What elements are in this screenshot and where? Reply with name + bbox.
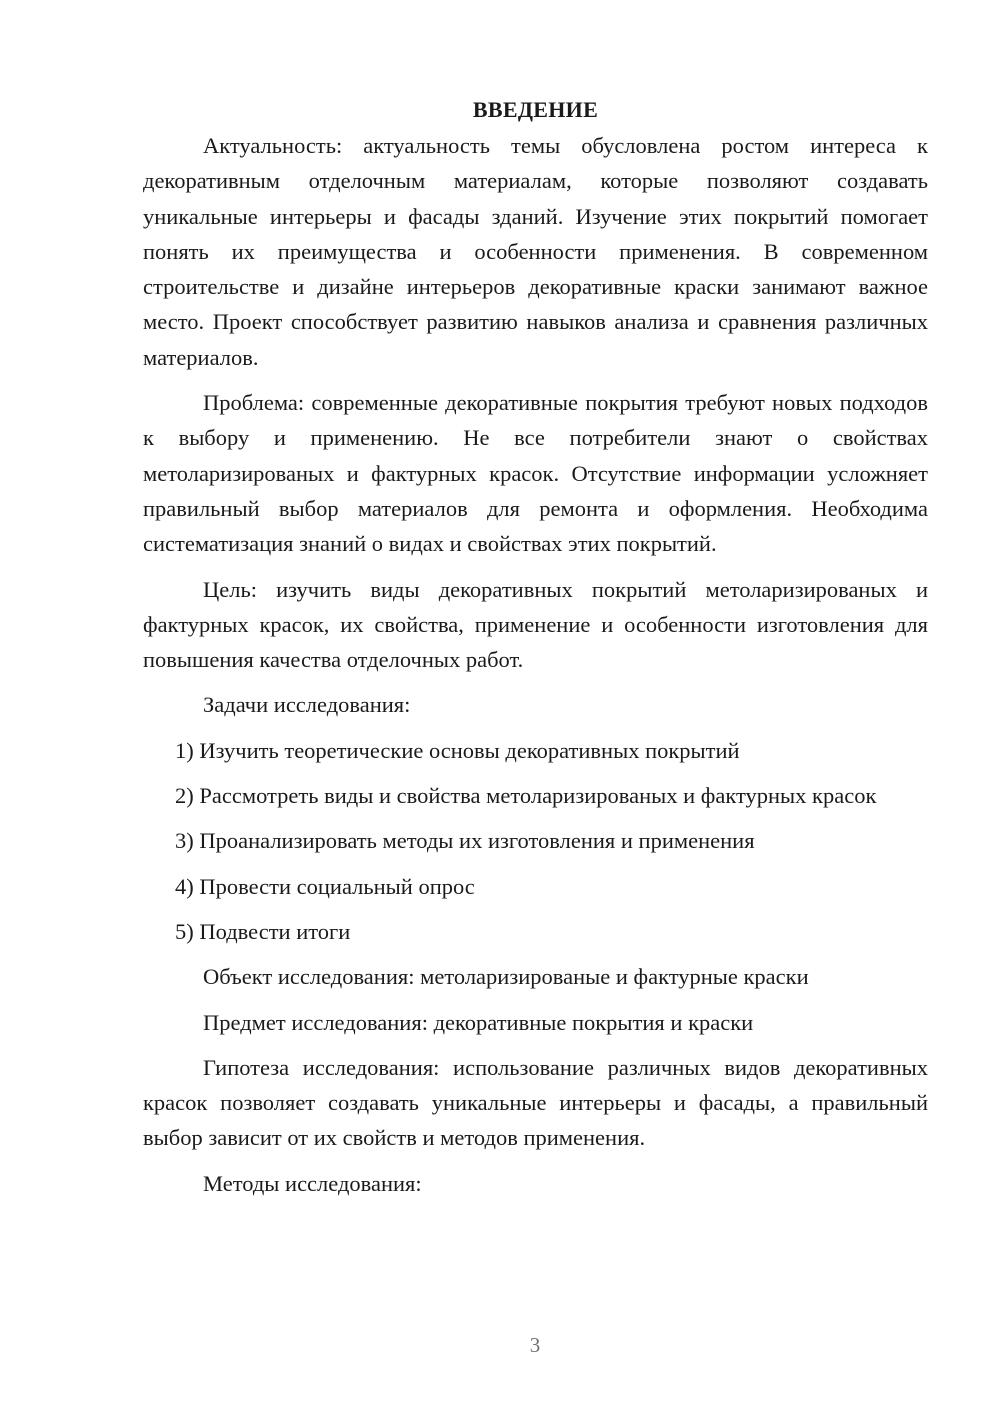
tasks-heading: Задачи исследования: <box>203 692 411 718</box>
goal-paragraph: Цель: изучить виды декоративных покрытий метоларизированых и фактурных красок, их свойства, применение и особенности изготовления для повышения качества отделочных работ. <box>143 576 928 673</box>
research-object: Объект исследования: метоларизированые и фактурные краски <box>203 964 809 990</box>
page-title: ВВЕДЕНИЕ <box>472 97 599 122</box>
page-number: 3 <box>529 1333 541 1357</box>
document-page <box>143 92 928 1211</box>
hypothesis-paragraph: Гипотеза исследования: использование различных видов декоративных красок позволяет создавать уникальные интерьеры и фасады, а правильный выбор зависит от их свойств и методов применения. <box>143 1054 928 1151</box>
relevance-paragraph: Актуальность: актуальность темы обусловлена ростом интереса к декоративным отделочным материалам, которые позволяют создавать уникальные интерьеры и фасады зданий. Изучение этих покрытий помогает понять их преимущества и особенности применения. В современном строительстве и дизайне интерьеров декоративные краски занимают важное место. Проект способствует развитию навыков анализа и сравнения различных материалов. <box>143 133 928 370</box>
task-item-5: 5) Подвести итоги <box>175 918 351 944</box>
problem-paragraph: Проблема: современные декоративные покрытия требуют новых подходов к выбору и применению. Не все потребители знают о свойствах метоларизированых и фактурных красок. Отсутствие информации усложняет правильный выбор материалов для ремонта и оформления. Необходима систематизация знаний о видах и свойствах этих покрытий. <box>143 390 928 557</box>
task-item-2: 2) Рассмотреть виды и свойства метоларизированых и фактурных красок <box>175 783 877 809</box>
task-item-3: 3) Проанализировать методы их изготовления и применения <box>175 828 755 854</box>
task-item-1: 1) Изучить теоретические основы декоративных покрытий <box>175 737 740 763</box>
research-subject: Предмет исследования: декоративные покрытия и краски <box>203 1009 754 1035</box>
methods-heading: Методы исследования: <box>203 1170 422 1196</box>
task-item-4: 4) Провести социальный опрос <box>175 873 475 899</box>
